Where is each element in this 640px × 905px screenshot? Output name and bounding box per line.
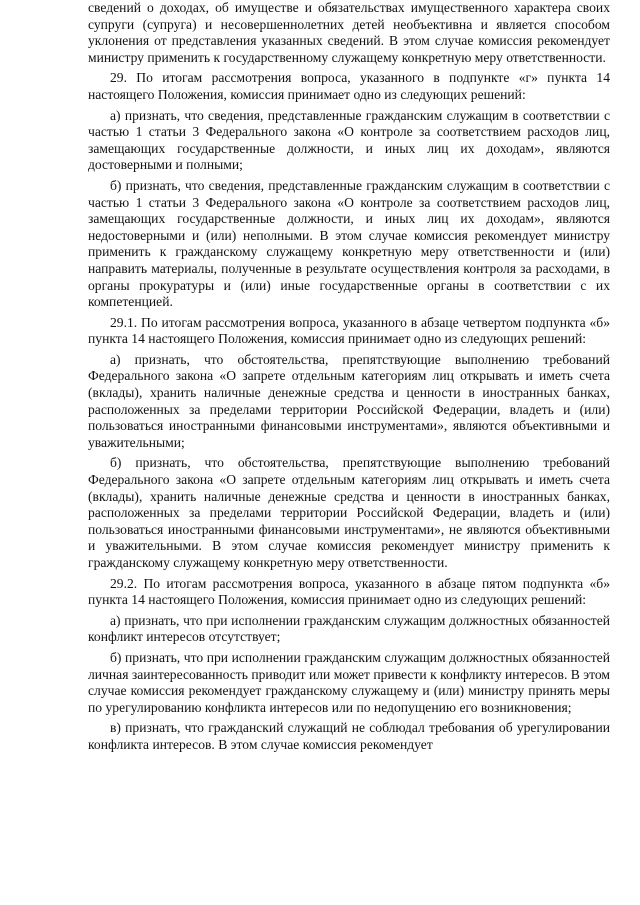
document-page (88, 0, 610, 754)
paragraph-29-2-v: в) признать, что гражданский служащий не соблюдал требования об урегулировании конфликта интересов. В этом случае комиссия рекомендует (88, 720, 610, 752)
paragraph-29-a: а) признать, что сведения, представленные гражданским служащим в соответствии с частью 1 статьи 3 Федерального закона «О контроле за соответствием расходов лиц, замещающих государственные должности, и иных лиц их доходам», являются достоверными и полными; (88, 107, 610, 173)
paragraph-item-29-1: 29.1. По итогам рассмотрения вопроса, указанного в абзаце четвертом подпункта «б» пункта 14 настоящего Положения, комиссия принимает одно из следующих решений: (88, 314, 610, 347)
paragraph-29-b: б) признать, что сведения, представленные гражданским служащим в соответствии с частью 1 статьи 3 Федерального закона «О контроле за соответствием расходов лиц, замещающих государственные должности, и иных лиц их доходам», являются недостоверными и (или) неполными. В этом случае комиссия рекомендует министру применить к гражданскому служащему конкретную меру ответственности и (или) направить материалы, полученные в результате осуществления контроля за расходами, в органы прокуратуры и (или) иные государственные органы в соответствии с их компетенцией. (88, 177, 610, 310)
paragraph-continuation: сведений о доходах, об имуществе и обязательствах имущественного характера своих супруги (супруга) и несовершеннолетних детей необъективна и является способом уклонения от представления указанных сведений. В этом случае комиссия рекомендует министру применить к государственному служащему конкретную меру ответственности. (88, 0, 610, 65)
paragraph-item-29: 29. По итогам рассмотрения вопроса, указанного в подпункте «г» пункта 14 настоящего Положения, комиссия принимает одно из следующих решений: (88, 70, 610, 102)
paragraph-29-2-a: а) признать, что при исполнении гражданским служащим должностных обязанностей конфликт интересов отсутствует; (88, 612, 610, 645)
paragraph-29-1-a: а) признать, что обстоятельства, препятствующие выполнению требований Федерального закона «О запрете отдельным категориям лиц открывать и иметь счета (вклады), хранить наличные денежные средства и ценности в иностранных банках, расположенных за пределами территории Российской Федерации, владеть и (или) пользоваться иностранными финансовыми инструментами», являются объективными и уважительными; (88, 351, 610, 450)
paragraph-29-2-b: б) признать, что при исполнении гражданским служащим должностных обязанностей личная заинтересованность приводит или может привести к конфликту интересов. В этом случае комиссия рекомендует гражданскому служащему и (или) министру принять меры по урегулированию конфликта интересов или по недопущению его возникновения; (88, 649, 610, 715)
paragraph-item-29-2: 29.2. По итогам рассмотрения вопроса, указанного в абзаце пятом подпункта «б» пункта 14 настоящего Положения, комиссия принимает одно из следующих решений: (88, 575, 610, 608)
paragraph-29-1-b: б) признать, что обстоятельства, препятствующие выполнению требований Федерального закона «О запрете отдельным категориям лиц открывать и иметь счета (вклады), хранить наличные денежные средства и ценности в иностранных банках, расположенных за пределами территории Российской Федерации, владеть и (или) пользоваться иностранными финансовыми инструментами», не являются объективными и уважительными. В этом случае комиссия рекомендует министру применить к гражданскому служащему конкретную меру ответственности. (88, 455, 610, 570)
